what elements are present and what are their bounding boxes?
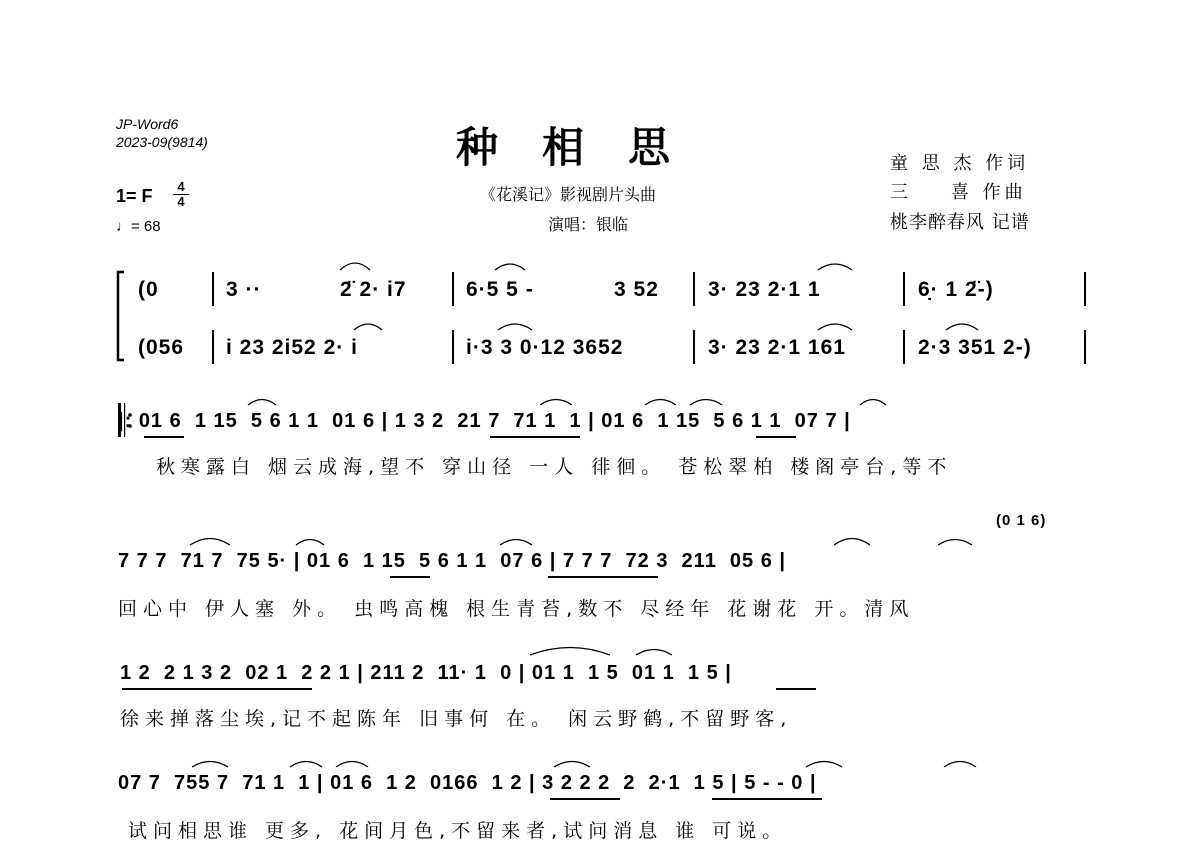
intro-measure: 6·5 5 -: [466, 278, 534, 301]
slur: [636, 650, 672, 656]
key-signature: 1= F: [116, 186, 153, 206]
beam: [490, 436, 580, 438]
barline: [452, 272, 454, 306]
melody-line: 7 7 7 71 7 75 5· | 01 6 1 15 5 6 1 1 07 6 | 7 7 7 72 3 211 05 6 |: [118, 550, 787, 572]
slur: [340, 263, 370, 270]
slur: [834, 539, 870, 546]
beam: [550, 798, 620, 800]
intro-measure: i 23 2i52 2· i: [226, 336, 358, 359]
slur: [498, 324, 532, 330]
slur: [500, 540, 532, 546]
slur: [860, 400, 886, 406]
beam: [122, 688, 312, 690]
slur: [296, 540, 324, 546]
beam: [712, 798, 822, 800]
barline: [903, 330, 905, 364]
slur: [336, 762, 368, 768]
time-signature-top: 4: [177, 179, 185, 194]
slur: [806, 762, 842, 768]
melody-line: 07 7 755 7 71 1 1 | 01 6 1 2 0166 1 2 | 3 2 2 2 2 2·1 1 5 | 5 - - 0 |: [118, 772, 817, 794]
singer-credit: 演唱：银临: [548, 215, 629, 234]
slur: [354, 324, 382, 330]
tempo-value: = 68: [131, 218, 161, 235]
barline: [452, 330, 454, 364]
lyric-line: 回心中 伊人塞 外。 虫鸣高槐 根生青苔,数不 尽经年 花谢花 开。清风: [118, 598, 915, 620]
intro-measure: 6̣· 1 2̈-): [918, 278, 994, 301]
intro-measure: (0: [138, 278, 159, 301]
slur: [944, 762, 976, 768]
intro-measure: i·3 3 0·12 3652: [466, 336, 624, 359]
song-subtitle: 《花溪记》影视剧片头曲: [480, 185, 657, 204]
beam: [548, 576, 658, 578]
song-title: 种相思: [456, 123, 715, 172]
slur: [690, 400, 722, 406]
slur: [645, 400, 676, 406]
intro-measure: 3· 23 2·1 161: [708, 336, 846, 359]
pickup-notes: (0 1 6): [996, 512, 1047, 529]
software-name: JP-Word6: [116, 116, 179, 132]
barline: [693, 330, 695, 364]
beam: [756, 436, 796, 438]
slur: [495, 264, 525, 270]
transcriber-credit: 桃李醉春风 记谱: [890, 212, 1030, 233]
beam: [144, 436, 184, 438]
barline: [1084, 330, 1086, 364]
slur: [818, 324, 852, 330]
beam: [390, 576, 430, 578]
melody-line: 1 2 2 1 3 2 02 1 2 2 1 | 211 2 11· 1 0 | 01 1 1 5 01 1 1 5 |: [120, 662, 732, 684]
slur: [192, 762, 228, 768]
beam: [776, 688, 816, 690]
software-version: 2023-09(9814): [116, 134, 208, 150]
slur: [818, 264, 852, 270]
lyricist-credit: 童 思 杰 作词: [890, 153, 1030, 174]
barline: [1084, 272, 1086, 306]
slur: [938, 540, 972, 546]
lyric-line: 秋寒露白 烟云成海,望不 穿山径 一人 徘徊。 苍松翠柏 楼阁亭台,等不: [156, 456, 953, 478]
slur: [248, 400, 276, 406]
intro-measure: (056: [138, 336, 185, 359]
composer-credit: 三 喜 作曲: [890, 182, 1027, 203]
barline: [212, 330, 214, 364]
slur: [190, 539, 230, 546]
slur: [540, 400, 572, 406]
slur: [946, 324, 978, 330]
lyric-line: 徐来掸落尘埃,记不起陈年 旧事何 在。 闲云野鹤,不留野客,: [120, 708, 793, 730]
intro-measure: 3 ··: [226, 278, 262, 301]
barline: [903, 272, 905, 306]
lyric-line: 试问相思谁 更多, 花间月色,不留来者,试问消息 谁 可说。: [128, 820, 788, 842]
time-signature-bottom: 4: [173, 194, 189, 209]
barline: [693, 272, 695, 306]
intro-measure: 2̈ 2· i7: [340, 278, 407, 301]
melody-line: |: 01 6 1 15 5 6 1 1 01 6 | 1 3 2 21 7 71 1 1 | 01 6 1 15 5 6 1 1 07 7 |: [118, 410, 851, 432]
intro-measure: 3 52: [614, 278, 659, 301]
system-bracket: [118, 272, 124, 360]
quarter-note-icon: ♩: [116, 218, 131, 235]
barline: [212, 272, 214, 306]
intro-measure: 3· 23 2·1 1: [708, 278, 821, 301]
slur: [554, 762, 590, 768]
slur: [530, 648, 610, 656]
slur: [290, 762, 322, 768]
intro-measure: 2·3 351 2-): [918, 336, 1032, 359]
